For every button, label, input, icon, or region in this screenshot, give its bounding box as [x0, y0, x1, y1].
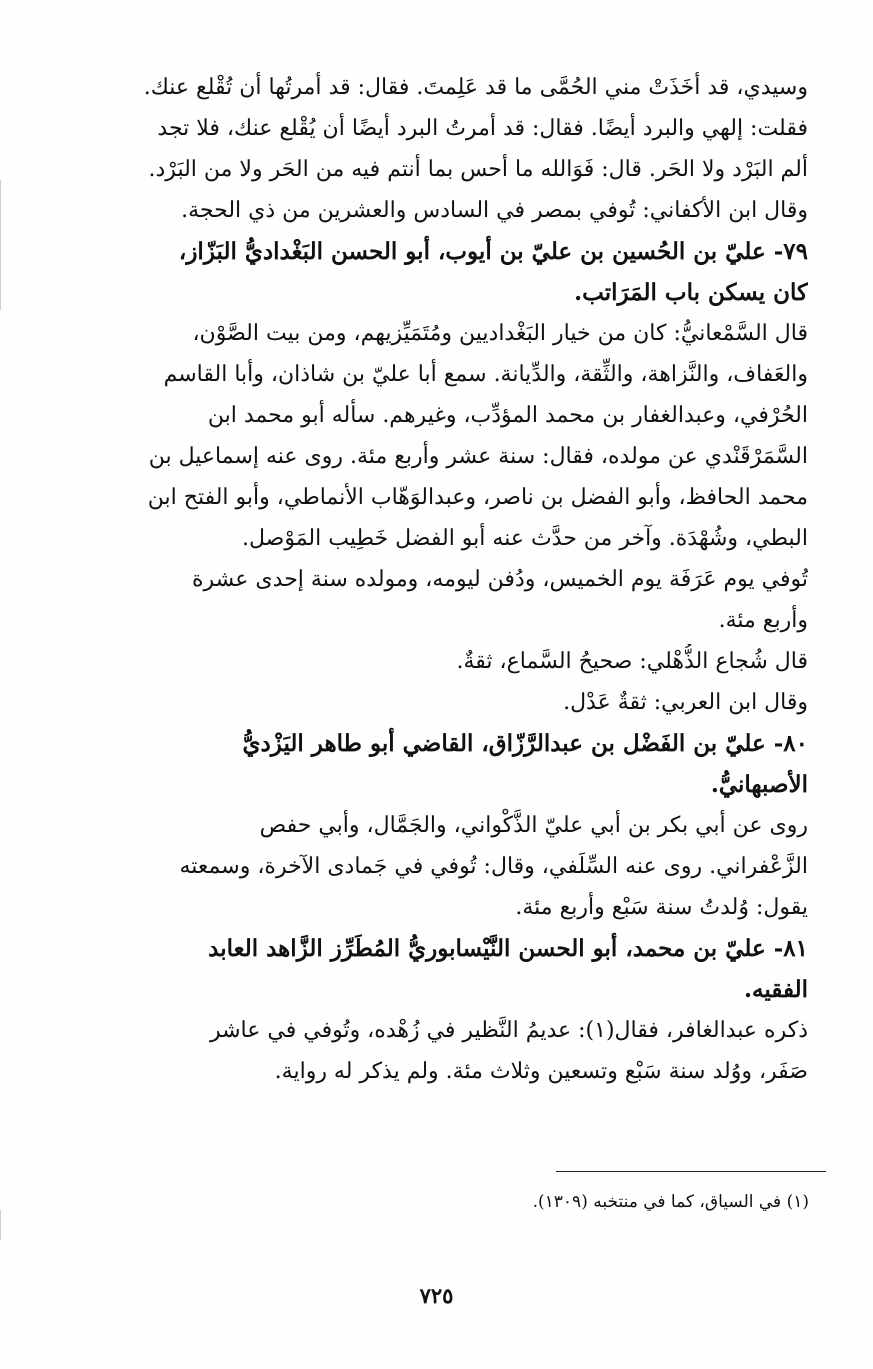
entry-heading: كان يسكن باب المَرَاتب.: [574, 279, 808, 306]
text-line: الحُرْفي، وعبدالغفار بن محمد المؤدِّب، وغيرهم. سأله أبو محمد ابن: [207, 403, 808, 428]
text-line: تُوفي يوم عَرَفَة يوم الخميس، ودُفن ليومه، ومولده سنة إحدى عشرة: [192, 567, 808, 592]
page-number: ٧٢٥: [419, 1283, 454, 1308]
scan-edge-mark: [0, 1210, 1, 1240]
text-line: الزَّعْفراني. روى عنه السِّلَفي، وقال: تُوفي في جَمادى الآخرة، وسمعته: [179, 854, 808, 879]
text-line: قال شُجاع الذُّهْلي: صحيحُ السَّماع، ثقةٌ.: [456, 649, 808, 674]
text-line: روى عن أبي بكر بن أبي عليّ الذَّكْواني، والجَمَّال، وأبي حفص: [259, 813, 808, 838]
entry-heading: الفقيه.: [744, 976, 808, 1003]
text-line: وقال ابن الأكفاني: تُوفي بمصر في السادس والعشرين من ذي الحجة.: [181, 198, 808, 223]
text-line: صَفَر، ووُلد سنة سَبْع وتسعين وثلاث مئة. ولم يذكر له رواية.: [274, 1059, 808, 1084]
text-line: وقال ابن العربي: ثقةٌ عَدْل.: [563, 690, 808, 715]
text-line: السَّمَرْقَنْدي عن مولده، فقال: سنة عشر وأربع مئة. روى عنه إسماعيل بن: [148, 444, 808, 469]
text-line: فقلت: إلهي والبرد أيضًا. فقال: قد أمرتُ البرد أيضًا أن يُقْلع عنك، فلا تجد: [157, 116, 808, 141]
text-line: وأربع مئة.: [718, 608, 808, 633]
text-line: البطي، وشُهْدَة. وآخر من حدَّث عنه أبو الفضل خَطِيب المَوْصل.: [242, 526, 808, 551]
scan-edge-mark: [0, 180, 1, 310]
text-line: يقول: وُلدتُ سنة سَبْع وأربع مئة.: [515, 895, 808, 920]
text-line: قال السَّمْعانيُّ: كان من خيار البَغْداديين ومُتَمَيِّزيهم، ومن بيت الصَّوْن،: [192, 321, 808, 346]
entry-heading: ٨٠- عليّ بن الفَضْل بن عبدالرَّزّاق، القاضي أبو طاهر اليَزْديُّ: [242, 730, 808, 757]
entry-heading: الأصبهانيُّ.: [710, 771, 808, 798]
footnote-divider: [556, 1171, 826, 1172]
text-line: محمد الحافظ، وأبو الفضل بن ناصر، وعبدالوَهّاب الأنماطي، وأبو الفتح ابن: [147, 485, 808, 510]
text-line: وسيدي، قد أخَذَتْ مني الحُمَّى ما قد عَلِمتَ. فقال: قد أمرتُها أن تُقْلع عنك.: [143, 75, 808, 100]
text-line: ذكره عبدالغافر، فقال(١): عديمُ النَّظير في زُهْده، وتُوفي في عاشر: [209, 1018, 808, 1043]
footnote: (١) في السياق، كما في منتخبه (١٣٠٩).: [532, 1192, 809, 1212]
text-line: ألم البَرْد ولا الحَر. قال: فَوَالله ما أحس بما أنتم فيه من الحَر ولا من البَرْد.: [148, 157, 808, 182]
entry-heading: ٨١- عليّ بن محمد، أبو الحسن النَّيْسابوريُّ المُطَرِّز الزَّاهد العابد: [208, 935, 808, 962]
text-line: والعَفاف، والنَّزاهة، والثِّقة، والدِّيانة. سمع أبا عليّ بن شاذان، وأبا القاسم: [163, 362, 808, 387]
entry-heading: ٧٩- عليّ بن الحُسين بن عليّ بن أيوب، أبو الحسن البَغْداديُّ البَزّاز،: [178, 238, 808, 265]
